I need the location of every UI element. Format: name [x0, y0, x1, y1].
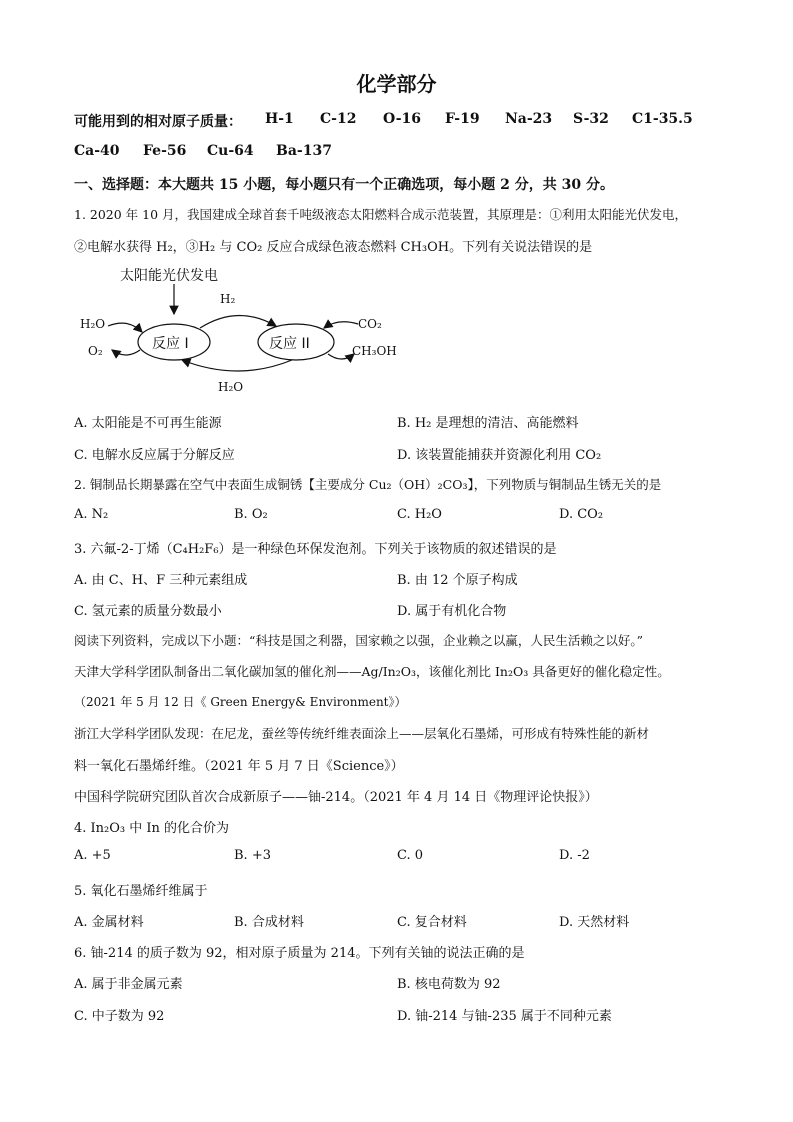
mass-f: F-19 [445, 111, 480, 127]
mass-cl: C1-35.5 [632, 111, 693, 127]
reading-line-1: 阅读下列资料，完成以下小题：“科技是国之利器，国家赖之以强，企业赖之以赢，人民生活赖之以好。” [74, 633, 644, 648]
atomic-mass-row-1 [0, 111, 793, 131]
q5-option-d: D. 天然材料 [559, 915, 630, 930]
q5-stem: 5. 氧化石墨烯纤维属于 [74, 884, 208, 899]
q4-option-a: A. +5 [74, 848, 111, 863]
atomic-mass-label: 可能用到的相对原子质量： [74, 114, 242, 130]
q4-option-d: D. -2 [559, 848, 590, 863]
co2-label: CO₂ [358, 317, 382, 331]
q6-option-d: D. 铀-214 与铀-235 属于不同种元素 [397, 1009, 612, 1024]
q2-option-a: A. N₂ [74, 507, 109, 522]
q3-option-a: A. 由 C、H、F 三种元素组成 [74, 573, 248, 588]
atomic-mass-row-2 [0, 143, 793, 163]
q3-stem: 3. 六氟-2-丁烯（C₄H₂F₆）是一种绿色环保发泡剂。下列关于该物质的叙述错误的是 [74, 542, 557, 557]
mass-cu: Cu-64 [207, 143, 254, 159]
q3-option-c: C. 氢元素的质量分数最小 [74, 604, 222, 619]
o2-out-arrow [112, 350, 140, 355]
mass-ba: Ba-137 [276, 143, 332, 159]
h2o-bottom-label: H₂O [218, 380, 244, 394]
q2-stem: 2. 铜制品长期暴露在空气中表面生成铜锈【主要成分 Cu₂（OH）₂CO₃】，下列物质与铜制品生锈无关的是 [74, 477, 662, 492]
mass-c: C-12 [320, 111, 357, 127]
q1-option-a: A. 太阳能是不可再生能源 [74, 416, 222, 431]
co2-in-arrow [324, 322, 358, 328]
reading-line-5: 料一氧化石墨烯纤维。（2021 年 5 月 7 日《Science》） [74, 759, 404, 774]
solar-label: 太阳能光伏发电 [120, 268, 218, 284]
h2-label: H₂ [220, 292, 236, 306]
q1-stem-line2: ②电解水获得 H₂，③H₂ 与 CO₂ 反应合成绿色液态燃料 CH₃OH。下列有关说法错误的是 [74, 240, 593, 255]
reading-line-2: 天津大学科学团队制备出二氧化碳加氢的催化剂——Ag/In₂O₃，该催化剂比 In₂O₃ 具备更好的催化稳定性。 [74, 664, 670, 679]
page-title: 化学部分 [356, 72, 437, 96]
q1-stem-line1: 1. 2020 年 10 月，我国建成全球首套千吨级液态太阳燃料合成示范装置，其原理是：①利用太阳能光伏发电， [74, 207, 688, 222]
mass-fe: Fe-56 [143, 143, 187, 159]
q6-option-a: A. 属于非金属元素 [74, 977, 183, 992]
q5-option-c: C. 复合材料 [397, 915, 467, 930]
h2o-in-arrow [108, 323, 142, 332]
section-heading: 一、选择题：本大题共 15 小题，每小题只有一个正确选项，每小题 2 分，共 30 分。 [74, 177, 614, 193]
q1-option-b: B. H₂ 是理想的清洁、高能燃料 [397, 416, 579, 431]
reaction-diagram [70, 262, 430, 404]
mass-s: S-32 [573, 111, 609, 127]
q6-option-b: B. 核电荷数为 92 [397, 977, 501, 992]
q6-stem: 6. 铀-214 的质子数为 92，相对原子质量为 214。下列有关铀的说法正确的是 [74, 946, 525, 961]
h2o-return-arrow [182, 360, 292, 371]
reading-line-6: 中国科学院研究团队首次合成新原子——铀-214。（2021 年 4 月 14 日《物理评论快报》） [74, 790, 598, 805]
q2-option-c: C. H₂O [397, 507, 442, 522]
h2-arrow [200, 315, 276, 328]
mass-h: H-1 [265, 111, 294, 127]
reading-line-3: （2021 年 5 月 12 日《 Green Energy& Environment》） [74, 695, 407, 709]
reaction-1-label: 反应 I [152, 336, 189, 352]
q1-option-c: C. 电解水反应属于分解反应 [74, 448, 235, 463]
q4-option-b: B. +3 [234, 848, 271, 863]
q1-option-d: D. 该装置能捕获并资源化利用 CO₂ [397, 448, 602, 463]
reading-line-4: 浙江大学科学团队发现：在尼龙，蚕丝等传统纤维表面涂上——层氧化石墨烯，可形成有特殊性能的新材 [74, 726, 650, 741]
q5-option-a: A. 金属材料 [74, 915, 144, 930]
ch3oh-out-arrow [328, 354, 354, 359]
q2-option-d: D. CO₂ [559, 507, 604, 522]
reaction-2-label: 反应 II [269, 336, 310, 352]
o2-label: O₂ [88, 344, 103, 358]
mass-na: Na-23 [505, 111, 553, 127]
q4-option-c: C. 0 [397, 848, 424, 863]
ch3oh-label: CH₃OH [352, 344, 397, 358]
q2-option-b: B. O₂ [234, 507, 268, 522]
h2o-in-label: H₂O [80, 317, 106, 331]
q3-option-b: B. 由 12 个原子构成 [397, 573, 518, 588]
mass-ca: Ca-40 [74, 143, 120, 159]
q4-stem: 4. In₂O₃ 中 In 的化合价为 [74, 821, 230, 836]
q5-option-b: B. 合成材料 [234, 915, 304, 930]
mass-o: O-16 [383, 111, 422, 127]
q6-option-c: C. 中子数为 92 [74, 1009, 165, 1024]
q3-option-d: D. 属于有机化合物 [397, 604, 507, 619]
